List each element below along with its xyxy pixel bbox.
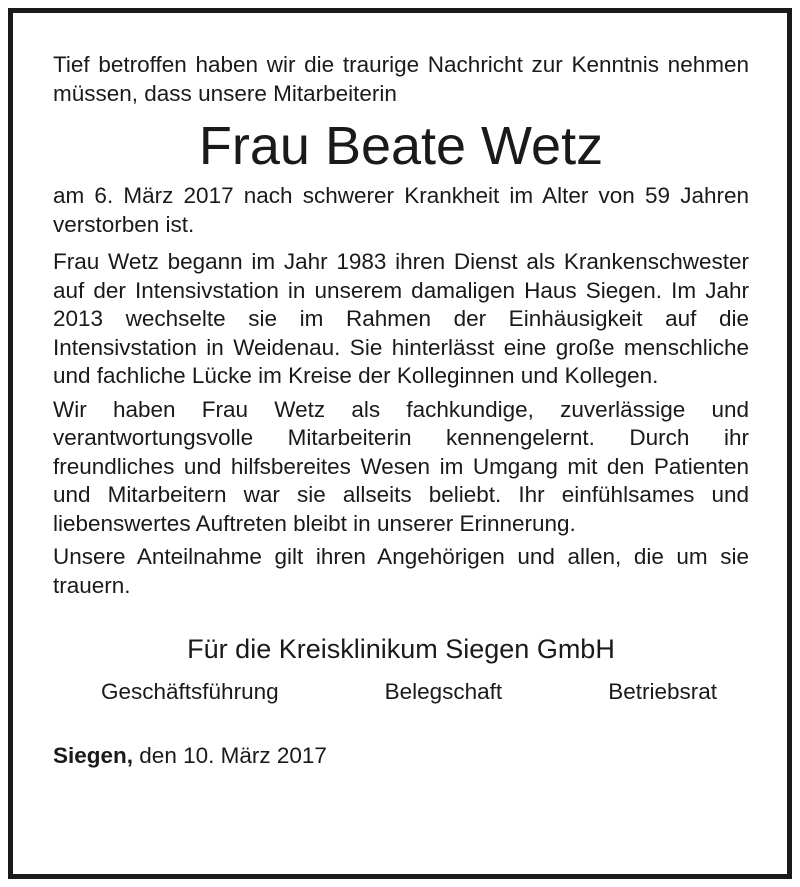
- department-works-council: Betriebsrat: [608, 679, 717, 704]
- department-staff: Belegschaft: [384, 679, 503, 704]
- department-list: [53, 678, 749, 706]
- notice-frame: [8, 8, 792, 879]
- tribute-paragraph: Wir haben Frau Wetz als fachkundige, zuverlässige und verantwortungsvolle Mitarbeiterin kennengelernt. Durch ihr freundliches und hilfsbereites Wesen im Umgang mit den Patienten und Mitarbeitern war sie allseits beliebt. Ihr einfühlsames und liebenswertes Auftreten bleibt in unserer Erinnerung.: [53, 396, 749, 536]
- signoff-place: Siegen,: [53, 743, 134, 768]
- department-management: Geschäftsführung: [101, 679, 279, 704]
- death-statement: am 6. März 2017 nach schwerer Krankheit im Alter von 59 Jahren verstorben ist.: [53, 183, 749, 237]
- organization-name: Für die Kreisklinikum Siegen GmbH: [187, 634, 615, 664]
- signoff: [53, 742, 749, 770]
- signoff-date: den 10. März 2017: [139, 743, 327, 768]
- condolence-paragraph: Unsere Anteilnahme gilt ihren Angehörigen und allen, die um sie trauern.: [53, 544, 749, 598]
- notice-content: [53, 51, 749, 770]
- intro-text: Tief betroffen haben wir die traurige Nachricht zur Kenntnis nehmen müssen, dass unsere Mitarbeiterin: [53, 52, 749, 106]
- career-paragraph: Frau Wetz begann im Jahr 1983 ihren Dienst als Krankenschwester auf der Intensivstation in unserem damaligen Haus Siegen. Im Jahr 2013 wechselte sie im Rahmen der Einhäusigkeit auf die Intensivstation in Weidenau. Sie hinterlässt eine große menschliche und fachliche Lücke im Kreise der Kolleginnen und Kollegen.: [53, 249, 749, 388]
- deceased-name: Frau Beate Wetz: [198, 116, 604, 176]
